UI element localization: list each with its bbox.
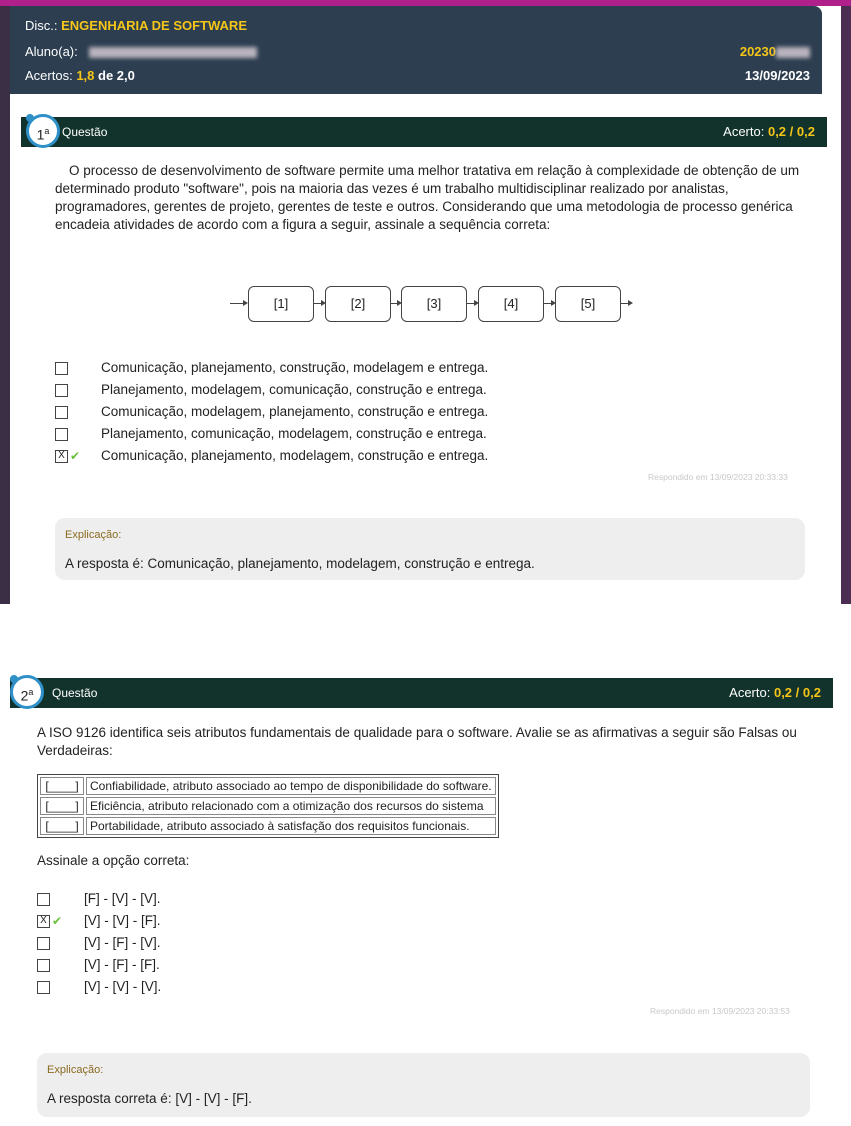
student-name-redacted <box>89 47 257 58</box>
flow-step-3: [3] <box>401 286 467 322</box>
student-id: 20230 <box>740 44 810 59</box>
question-1-stem: O processo de desenvolvimento de software permite uma melhor tratativa em relação à complexidade de obtenção de um determinado produto "software", pois na maioria das vezes é um trabalho multidisciplinar realizado por analistas, programadores, gerentes de projeto, gerentes de teste e outros. Considerando que uma metodologia de processo genérica encadeia atividades de acordo com a figura a seguir, assinale a sequência correta: <box>55 163 800 232</box>
answered-timestamp: Respondido em 13/09/2023 20:33:53 <box>650 1006 790 1016</box>
answer-prompt: Assinale a opção correta: <box>37 853 190 868</box>
checkbox-icon[interactable] <box>37 937 50 950</box>
explanation-text: A resposta correta é: [V] - [V] - [F]. <box>47 1091 252 1106</box>
statements-table <box>37 774 499 838</box>
checked-checkbox-icon[interactable]: X <box>37 915 50 928</box>
explanation-box <box>55 518 805 580</box>
question-label: Questão <box>52 686 98 700</box>
flow-step-1: [1] <box>248 286 314 322</box>
flow-step-4: [4] <box>478 286 544 322</box>
question-2-bar <box>10 678 833 708</box>
score-row: Acertos: 1,8 de 2,0 13/09/2023 <box>25 68 810 83</box>
explanation-text: A resposta é: Comunicação, planejamento, modelagem, construção e entrega. <box>65 556 535 571</box>
exam-header <box>10 6 822 94</box>
question-1-bar <box>21 117 827 147</box>
table-row: [____] Portabilidade, atributo associado à satisfação dos requisitos funcionais. <box>40 817 496 835</box>
correct-check-icon: ✔ <box>70 449 81 463</box>
checkbox-icon[interactable] <box>55 362 68 375</box>
question-1-score: Acerto: 0,2 / 0,2 <box>723 124 815 139</box>
checkbox-icon[interactable] <box>37 959 50 972</box>
answered-timestamp: Respondido em 13/09/2023 20:33:33 <box>648 472 788 482</box>
exam-date: 13/09/2023 <box>744 68 810 83</box>
table-row: [____] Confiabilidade, atributo associado ao tempo de disponibilidade do software. <box>40 777 496 795</box>
flow-step-5: [5] <box>555 286 621 322</box>
question-2-stem: A ISO 9126 identifica seis atributos fundamentais de qualidade para o software. Avalie se as afirmativas a seguir são Falsas ou Verdadeiras: <box>37 725 797 758</box>
question-number-badge: 1$^a$ <box>26 114 60 148</box>
discipline-row: Disc.: ENGENHARIA DE SOFTWARE <box>25 18 247 33</box>
flow-step-2: [2] <box>325 286 391 322</box>
explanation-label: Explicação: <box>65 529 122 541</box>
correct-check-icon: ✔ <box>52 914 63 928</box>
question-2-score: Acerto: 0,2 / 0,2 <box>729 685 821 700</box>
checkbox-icon[interactable] <box>37 893 50 906</box>
question-label: Questão <box>62 125 108 139</box>
question-number-badge: 2$^a$ <box>10 675 44 709</box>
checkbox-icon[interactable] <box>55 428 68 441</box>
checked-checkbox-icon[interactable]: X <box>55 450 68 463</box>
process-flow-diagram <box>230 286 640 324</box>
checkbox-icon[interactable] <box>37 981 50 994</box>
table-row: [____] Eficiência, atributo relacionado com a otimização dos recursos do sistema <box>40 797 496 815</box>
checkbox-icon[interactable] <box>55 384 68 397</box>
discipline-name: ENGENHARIA DE SOFTWARE <box>61 18 247 33</box>
explanation-box <box>37 1053 810 1117</box>
score-value: 1,8 <box>76 68 95 83</box>
left-frame <box>0 6 10 604</box>
checkbox-icon[interactable] <box>55 406 68 419</box>
student-row: Aluno(a): 20230 <box>25 44 810 62</box>
explanation-label: Explicação: <box>47 1064 104 1076</box>
right-frame <box>841 6 851 604</box>
